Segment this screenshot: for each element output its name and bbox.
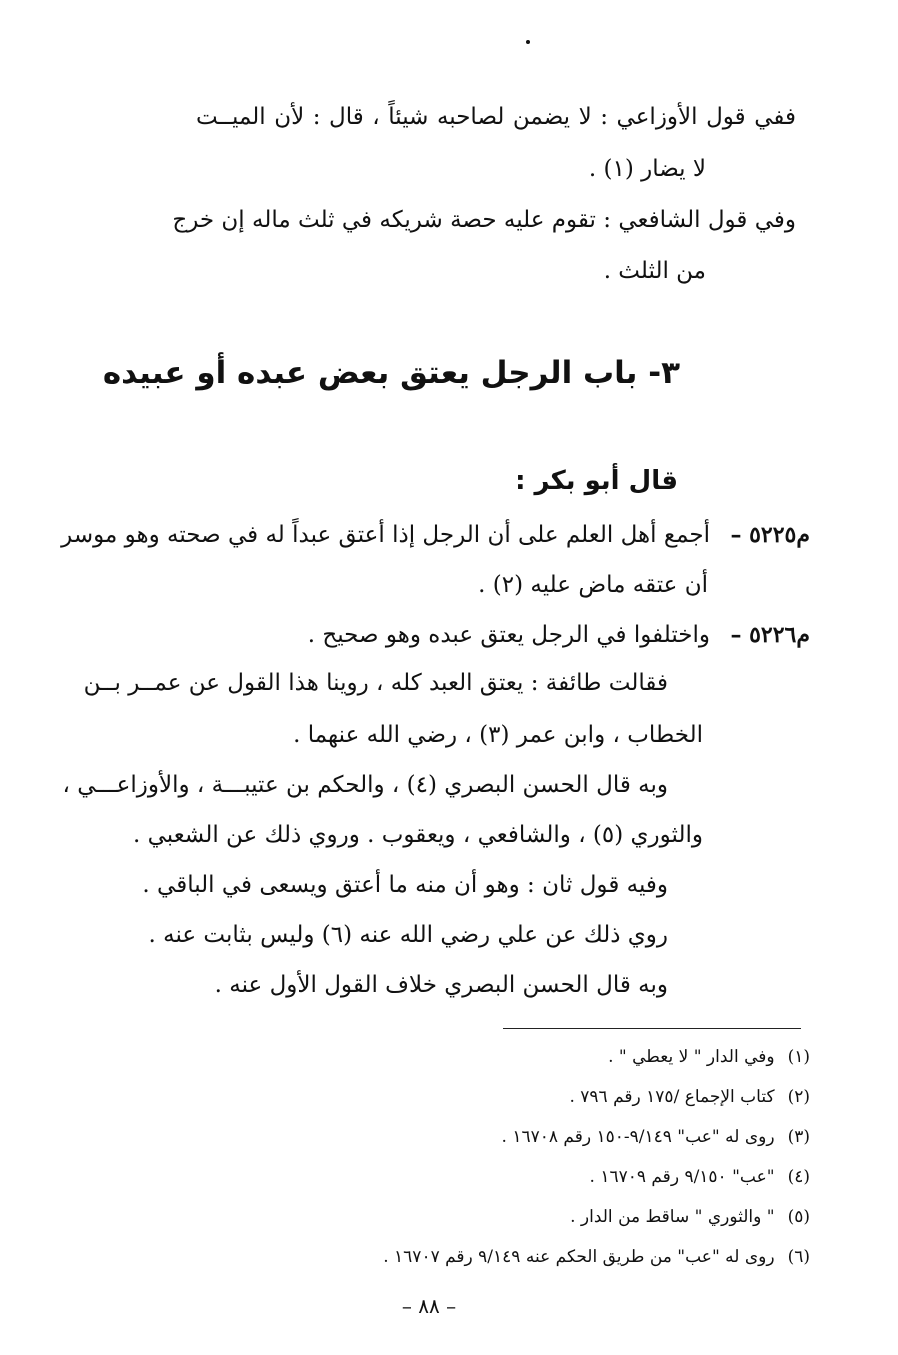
footnote-6 (383, 1245, 810, 1269)
footnote-1 (608, 1045, 810, 1069)
paragraph-4-line-2: والثوري (٥) ، والشافعي ، ويعقوب . وروي ذلك عن الشعبي . (132, 822, 703, 848)
issue-5225-line-1: أجمع أهل العلم على أن الرجل إذا أعتق عبداً له في صحته وهو موسر (61, 522, 710, 548)
footnote-text: روى له "عب" من طريق الحكم عنه ٩/١٤٩ رقم ١٦٧٠٧ . (383, 1247, 775, 1267)
footnote-separator (503, 1028, 801, 1029)
paragraph-6: روي ذلك عن علي رضي الله عنه (٦) وليس بثابت عنه . (148, 922, 668, 948)
issue-number-5226: م٥٢٢٦ – (730, 622, 810, 648)
footnote-text: " والثوري " ساقط من الدار . (570, 1207, 775, 1227)
paragraph-4-line-1: وبه قال الحسن البصري (٤) ، والحكم بن عتيبـــة ، والأوزاعـــي ، (62, 772, 668, 798)
footnote-number: (١) (787, 1047, 810, 1067)
footnote-text: "عب" ٩/١٥٠ رقم ١٦٧٠٩ . (589, 1167, 775, 1187)
footnote-text: وفي الدار " لا يعطي " . (608, 1047, 775, 1067)
paragraph-1-line-1: ففي قول الأوزاعي : لا يضمن لصاحبه شيئاً ، قال : لأن الميــت (196, 104, 796, 130)
footnote-number: (٣) (787, 1127, 810, 1147)
footnote-number: (٥) (787, 1207, 810, 1227)
paragraph-2-line-2: من الثلث . (603, 258, 706, 284)
paragraph-5: وفيه قول ثان : وهو أن منه ما أعتق ويسعى في الباقي . (142, 872, 668, 898)
footnote-number: (٦) (787, 1247, 810, 1267)
issue-5225-line-2: أن عتقه ماض عليه (٢) . (478, 572, 708, 598)
page-number: – ٨٨ – (401, 1294, 457, 1318)
footnote-4 (590, 1165, 811, 1189)
paragraph-7: وبه قال الحسن البصري خلاف القول الأول عنه . (214, 972, 668, 998)
paragraph-1-line-2: لا يضار (١) . (588, 156, 706, 182)
footnote-number: (٢) (787, 1087, 810, 1107)
top-dot-mark (526, 40, 530, 44)
footnote-text: كتاب الإجماع /١٧٥ رقم ٧٩٦ . (569, 1087, 775, 1107)
footnote-2 (569, 1085, 810, 1109)
paragraph-3-line-1: فقالت طائفة : يعتق العبد كله ، روينا هذا القول عن عمــر بــن (83, 670, 668, 696)
footnote-text: روى له "عب" ٩/١٤٩-١٥٠ رقم ١٦٧٠٨ . (501, 1127, 775, 1147)
subheading-abu-bakr: قال أبو بكر : (515, 466, 678, 496)
footnote-3 (502, 1125, 810, 1149)
section-heading: ٣- باب الرجل يعتق بعض عبده أو عبيده (102, 355, 680, 391)
paragraph-3-line-2: الخطاب ، وابن عمر (٣) ، رضي الله عنهما . (293, 722, 703, 748)
footnote-number: (٤) (787, 1167, 810, 1187)
issue-5226-line-1: واختلفوا في الرجل يعتق عبده وهو صحيح . (307, 622, 710, 648)
issue-number-5225: م٥٢٢٥ – (730, 522, 810, 548)
paragraph-2-line-1: وفي قول الشافعي : تقوم عليه حصة شريكه في ثلث ماله إن خرج (172, 207, 796, 233)
footnote-5 (570, 1205, 810, 1229)
